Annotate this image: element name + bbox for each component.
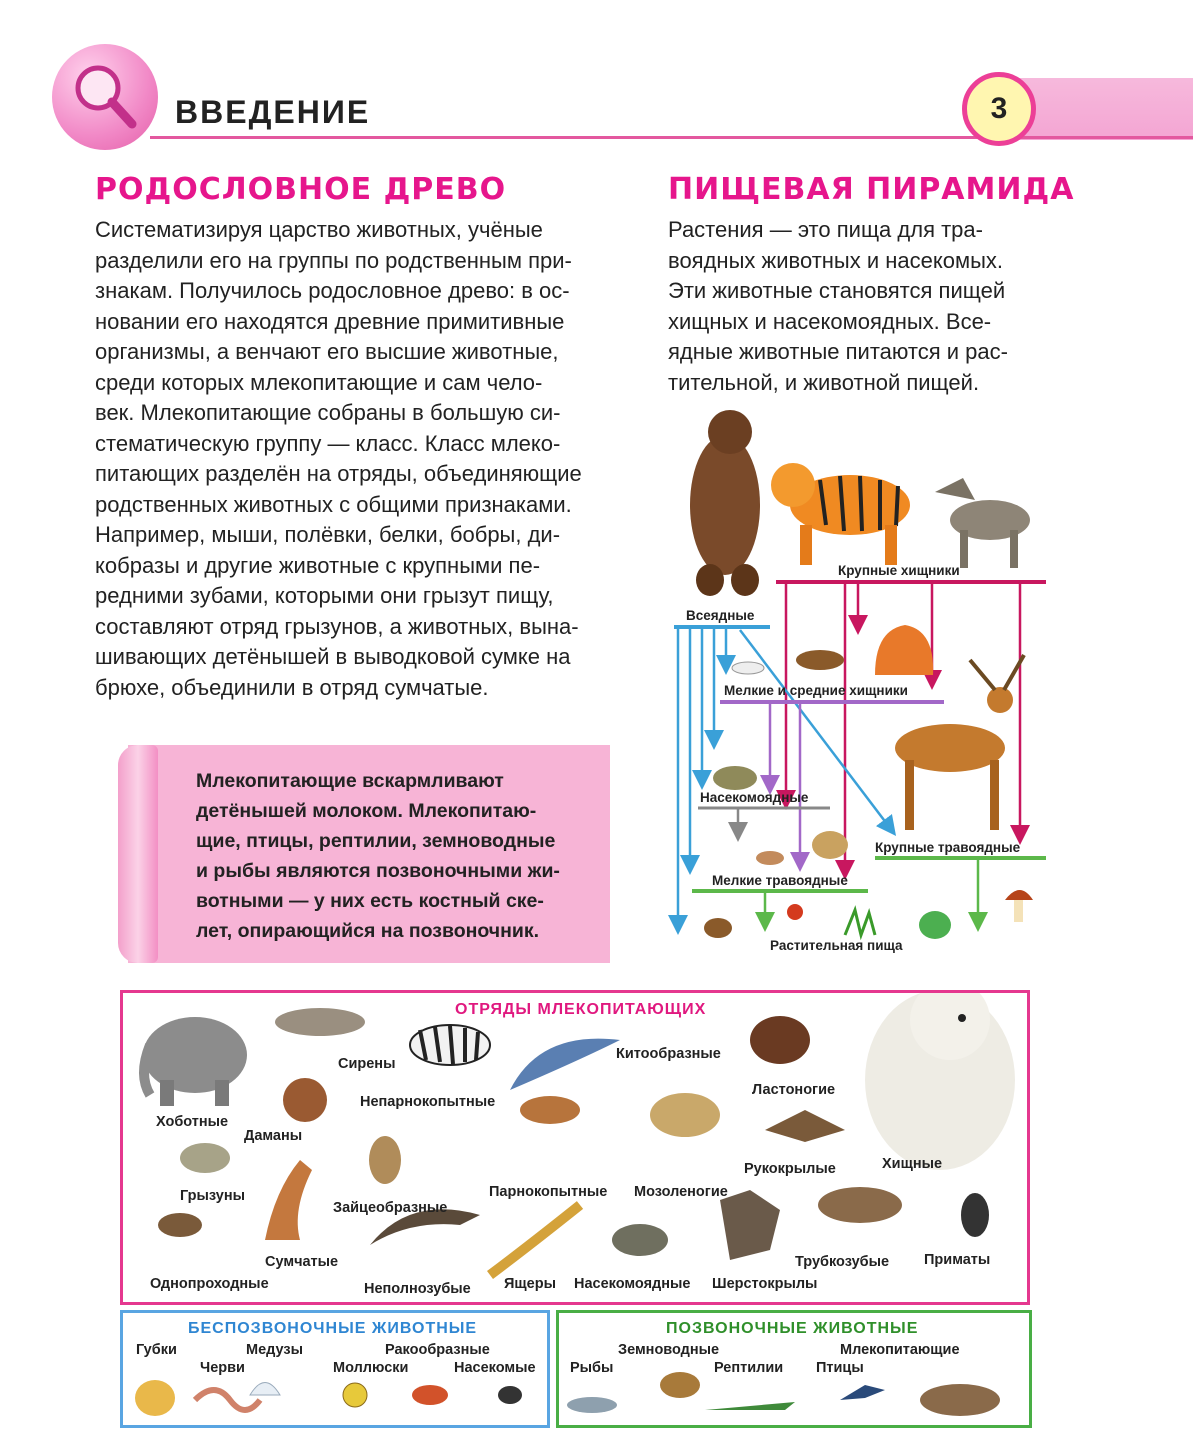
fox-illustration xyxy=(875,625,933,675)
pinecone-illustration xyxy=(704,918,732,938)
tiger-illustration xyxy=(771,463,910,565)
label-plant-food: Растительная пища xyxy=(770,938,903,953)
text-line: новании его находятся древние примитивные xyxy=(95,308,565,334)
label-mammals: Млекопитающие xyxy=(840,1342,960,1358)
label-omnivores: Всеядные xyxy=(686,608,755,623)
text-line: среди которых млекопитающие и сам чело- xyxy=(95,369,543,395)
invertebrates-title: БЕСПОЗВОНОЧНЫЕ ЖИВОТНЫЕ xyxy=(188,1320,478,1337)
wolf-illustration xyxy=(935,478,1030,568)
label-crustaceans: Ракообразные xyxy=(385,1342,490,1358)
label-small-herbivores: Мелкие травоядные xyxy=(712,873,848,888)
vertebrates-illustrations xyxy=(559,1313,1029,1425)
text-line: разделили его на группы по родственным при- xyxy=(95,247,572,273)
text-line: питающих разделён на отряды, объединяющие xyxy=(95,461,582,486)
note-line: и рыбы являются позвоночными жи- xyxy=(196,860,560,882)
label-amphibians: Земноводные xyxy=(618,1342,720,1358)
primate-illustration xyxy=(961,1193,989,1237)
label-small-predators: Мелкие и средние хищники xyxy=(724,683,908,698)
page-title: ВВЕДЕНИЕ xyxy=(175,94,371,130)
jellyfish-illustration xyxy=(250,1383,280,1396)
camel-illustration xyxy=(650,1093,720,1137)
label-jellyfish: Медузы xyxy=(246,1342,303,1358)
text-line: шивающих детёнышей в выводковой сумке на xyxy=(95,644,571,669)
text-line: составляют отряд грызунов, а животных, вына- xyxy=(95,613,579,639)
rowan-berries-illustration xyxy=(787,904,803,920)
insect-illustration xyxy=(498,1386,522,1404)
mushroom-illustration xyxy=(1005,890,1033,900)
label-marsupials: Сумчатые xyxy=(265,1254,339,1270)
text-line: редними зубами, которыми они грызут пищу, xyxy=(95,583,554,608)
aardvark-illustration xyxy=(818,1187,902,1223)
sea-lion-illustration xyxy=(750,1016,810,1064)
rodent-illustration xyxy=(180,1143,230,1173)
label-worms: Черви xyxy=(200,1360,245,1376)
label-tylopoda: Мозоленогие xyxy=(634,1184,728,1200)
polar-bear-illustration xyxy=(865,993,1015,1170)
label-insectivores: Насекомоядные xyxy=(700,790,809,805)
snail-illustration xyxy=(343,1383,367,1407)
platypus-illustration xyxy=(158,1213,202,1237)
text-line: стематическую группу — класс. Класс млеко- xyxy=(95,430,561,456)
label-sponges: Губки xyxy=(136,1342,177,1358)
scroll-roll-icon xyxy=(118,745,158,963)
label-rodents: Грызуны xyxy=(180,1188,245,1204)
label-proboscidea: Хоботные xyxy=(156,1114,229,1130)
hare-illustration xyxy=(369,1136,401,1184)
label-xenarthra: Неполнозубые xyxy=(364,1281,471,1297)
label-insectivora: Насекомоядные xyxy=(574,1276,691,1292)
label-pholidota: Ящеры xyxy=(504,1276,556,1292)
label-perissodactyla: Непарнокопытные xyxy=(360,1094,496,1110)
worm-illustration xyxy=(195,1390,260,1410)
text-line: Растения — это пища для тра- xyxy=(668,217,983,242)
label-tubulidentata: Трубкозубые xyxy=(795,1254,890,1270)
swallow-illustration xyxy=(840,1385,885,1400)
note-line: Млекопитающие вскармливают xyxy=(196,770,504,792)
mammal-orders-title: ОТРЯДЫ МЛЕКОПИТАЮЩИХ xyxy=(455,1001,707,1018)
sponge-illustration xyxy=(135,1380,175,1416)
note-line: вотными — у них есть костный ске- xyxy=(196,890,544,912)
reindeer-illustration xyxy=(920,1384,1000,1416)
text-line: знакам. Получилось родословное древо: в ос- xyxy=(95,278,570,303)
page-number-badge: 3 xyxy=(962,72,1036,146)
text-line: брюхе, объединили в отряд сумчатые. xyxy=(95,674,489,700)
note-line: детёнышей молоком. Млекопитаю- xyxy=(196,800,537,822)
label-monotremes: Однопроходные xyxy=(150,1276,269,1292)
text-line: Например, мыши, полёвки, белки, бобры, ди- xyxy=(95,522,561,547)
bat-illustration xyxy=(765,1110,845,1142)
text-line: тительной, и животной пищей. xyxy=(668,369,980,395)
note-line: лет, опирающийся на позвоночник. xyxy=(196,920,540,942)
text-line: хищных и насекомоядных. Все- xyxy=(668,308,992,334)
text-line: кобразы и другие животные с крупными пе- xyxy=(95,552,541,578)
hyrax-illustration xyxy=(283,1078,327,1122)
label-large-herbivores: Крупные травоядные xyxy=(875,840,1021,855)
leaf-illustration xyxy=(919,911,951,939)
family-tree-text xyxy=(95,215,615,703)
label-primates: Приматы xyxy=(924,1252,991,1268)
crocodile-illustration xyxy=(705,1402,795,1410)
label-large-predators: Крупные хищники xyxy=(838,563,960,578)
elephant-illustration xyxy=(143,1017,247,1106)
label-sirenia: Сирены xyxy=(338,1056,396,1072)
food-pyramid-text xyxy=(668,215,1046,398)
section-heading-family-tree: РОДОСЛОВНОЕ ДРЕВО xyxy=(95,172,507,207)
antelope-illustration xyxy=(520,1096,580,1124)
label-fish: Рыбы xyxy=(570,1360,614,1376)
mammal-orders-illustrations xyxy=(123,993,1027,1302)
label-reptiles: Рептилии xyxy=(714,1360,784,1376)
colugo-illustration xyxy=(720,1190,780,1260)
text-line: век. Млекопитающие собраны в большую си- xyxy=(95,400,561,425)
mouse-illustration xyxy=(756,851,784,865)
text-line: родственных животных с общими признаками. xyxy=(95,491,572,517)
hare-illustration xyxy=(812,831,848,859)
magnifier-icon xyxy=(52,44,158,150)
label-dermoptera: Шерстокрылы xyxy=(712,1276,818,1292)
label-artiodactyla: Парнокопытные xyxy=(489,1184,608,1200)
text-line: Систематизируя царство животных, учёные xyxy=(95,217,543,242)
whale-illustration xyxy=(510,1039,620,1090)
zebra-illustration xyxy=(410,1025,490,1065)
label-lagomorpha: Зайцеобразные xyxy=(333,1200,448,1216)
label-mollusks: Моллюски xyxy=(333,1360,409,1376)
label-insects: Насекомые xyxy=(454,1360,536,1376)
text-line: Эти животные становятся пищей xyxy=(668,278,1006,303)
label-pinnipedia: Ластоногие xyxy=(752,1082,836,1098)
pangolin-illustration xyxy=(490,1205,580,1275)
kangaroo-illustration xyxy=(265,1160,312,1240)
label-hyraxes: Даманы xyxy=(244,1128,303,1144)
hedgehog-illustration xyxy=(713,766,757,790)
text-line: организмы, а венчают его высшие животные, xyxy=(95,339,559,364)
grass-illustration xyxy=(845,910,875,935)
crab-illustration xyxy=(412,1385,448,1405)
label-carnivora: Хищные xyxy=(882,1156,943,1172)
note-text xyxy=(196,766,591,946)
label-birds: Птицы xyxy=(816,1360,864,1376)
sea-cow-illustration xyxy=(275,1008,365,1036)
fish-illustration xyxy=(567,1397,617,1413)
text-line: ядные животные питаются и рас- xyxy=(668,339,1008,364)
header-rule xyxy=(150,136,1193,139)
bear-illustration xyxy=(690,410,760,596)
text-line: воядных животных и насекомых. xyxy=(668,247,1004,273)
label-chiroptera: Рукокрылые xyxy=(744,1161,836,1177)
hedgehog-illustration xyxy=(612,1224,668,1256)
vertebrates-title: ПОЗВОНОЧНЫЕ ЖИВОТНЫЕ xyxy=(666,1320,919,1337)
section-heading-food-pyramid: ПИЩЕВАЯ ПИРАМИДА xyxy=(668,172,1075,207)
label-cetacea: Китообразные xyxy=(616,1046,721,1062)
deer-illustration xyxy=(895,655,1024,830)
note-line: щие, птицы, рептилии, земноводные xyxy=(196,830,556,852)
frog-illustration xyxy=(660,1372,700,1398)
